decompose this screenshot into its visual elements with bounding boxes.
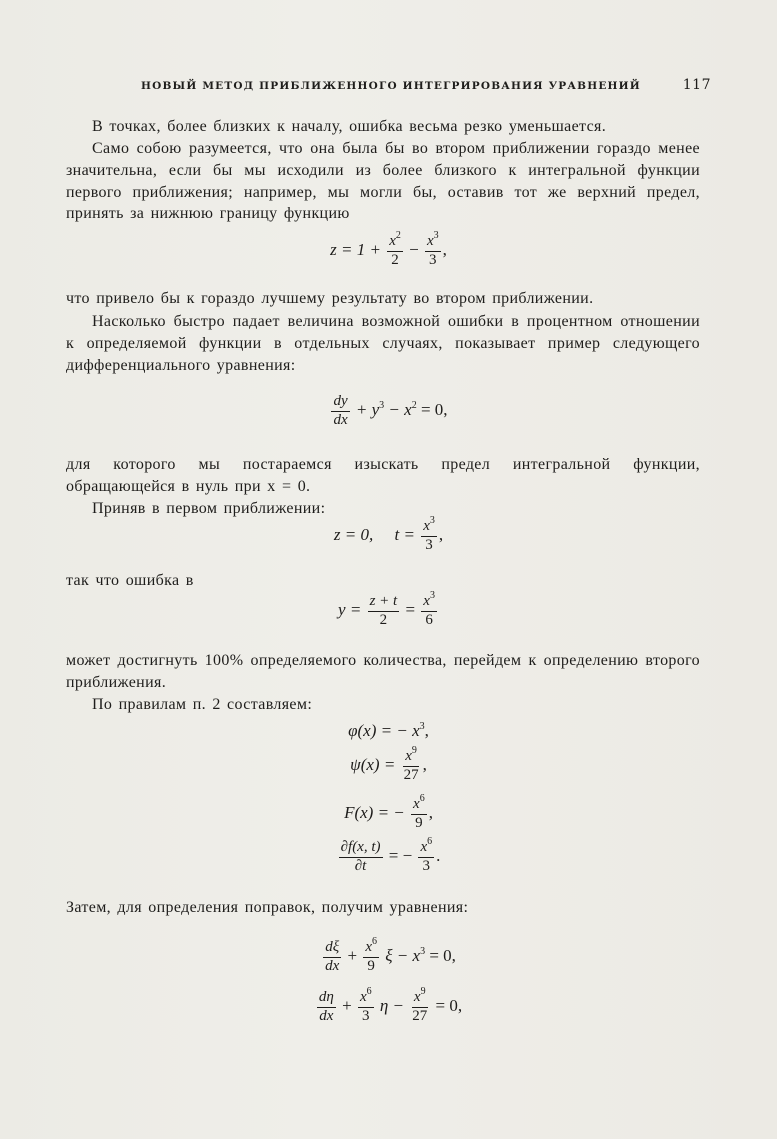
paragraph-9: По правилам п. 2 составляем: (92, 696, 313, 713)
running-title: НОВЫЙ МЕТОД ПРИБЛИЖЕННОГО ИНТЕГРИРОВАНИЯ УРАВНЕНИЙ (141, 80, 641, 92)
paragraph-3: что привело бы к гораздо лучшему результату во втором приближении. (66, 290, 594, 307)
formula-F: F(x) = − $\frac{x^6}{9}$ , (344, 793, 433, 831)
formula-partial-derivative: $\frac{\partial f(x, t)}{\partial t}$ = − $\frac{x^6}{3}$ . (340, 836, 441, 874)
paragraph-8: может достигнуть 100% определяемого количества, перейдем к определению второго приближения. (66, 652, 700, 691)
formula-psi: ψ(x) = $\frac{x^9}{27}$ , (350, 745, 427, 783)
paragraph-6: Приняв в первом приближении: (92, 500, 326, 517)
formula-eta-equation: $\frac{d\eta}{dx}$ + $\frac{x^6}{3}$ η − $\frac{x^9}{27}$ = 0, (318, 986, 463, 1024)
paragraph-4: Насколько быстро падает величина возможной ошибки в процентном отношении к определяемой функции в отдельных случаях, показывает пример следующего дифференциального уравнения: (66, 313, 700, 374)
paragraph-1: В точках, более близких к началу, ошибка весьма резко уменьшается. (92, 118, 607, 135)
paragraph-2: Само собою разумеется, что она была бы во втором приближении гораздо менее значительна, если бы мы исходили из более близкого к интегральной функции первого приближения; например, мы могли бы, оставив тот же верхний предел, принять за нижнюю границу функцию (66, 140, 700, 223)
paragraph-7: так что ошибка в (66, 572, 194, 589)
paragraph-5: для которого мы постараемся изыскать предел интегральной функции, обращающейся в нуль при x = 0. (66, 456, 700, 495)
running-header (141, 77, 711, 93)
paragraph-10: Затем, для определения поправок, получим уравнения: (66, 899, 469, 916)
formula-z-lower-bound: z = 1 + $\frac{x^2}{2}$ − $\frac{x^3}{3}$ , (330, 230, 447, 268)
formula-differential-equation: $\frac{dy}{dx}$ + $y^3 - x^2 = 0$, (333, 393, 448, 428)
formula-first-approximation: z = 0, t = $\frac{x^3}{3}$ , (333, 515, 444, 553)
formula-phi: φ(x) = − $x^3$, (348, 721, 429, 740)
formula-xi-equation: $\frac{d\xi}{dx}$ + $\frac{x^6}{9}$ $\xi - x^3 = 0$, (325, 936, 456, 974)
page-number: 117 (682, 77, 711, 93)
formula-error: y = $\frac{z + t}{2}$ = $\frac{x^3}{6}$ (338, 590, 435, 628)
